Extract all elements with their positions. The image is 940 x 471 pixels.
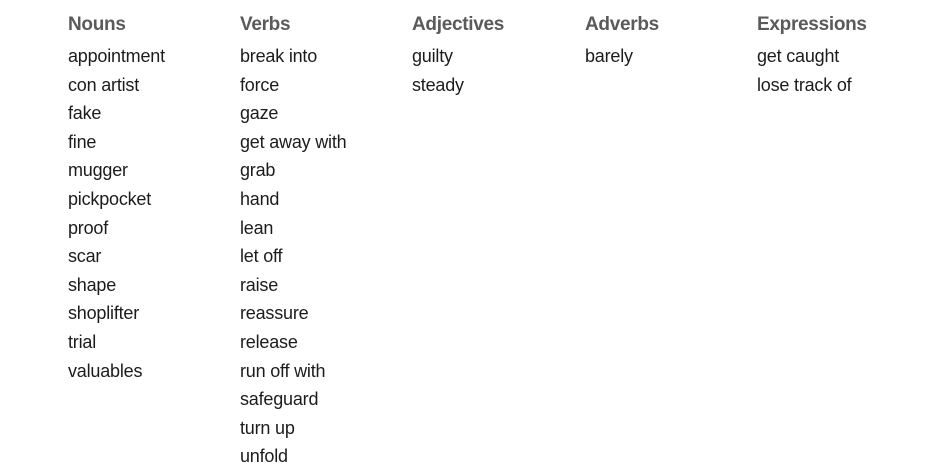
word-item: let off (240, 246, 283, 267)
word-item: mugger (68, 160, 128, 181)
word-item: fake (68, 103, 102, 124)
word-item: unfold (240, 446, 288, 467)
word-item: raise (240, 274, 279, 295)
column-adverbs (585, 13, 755, 71)
word-item: lean (240, 217, 274, 238)
word-item: pickpocket (68, 188, 152, 209)
word-item: lose track of (757, 74, 852, 95)
word-item: get away with (240, 131, 347, 152)
word-item: run off with (240, 360, 326, 381)
word-item: turn up (240, 417, 295, 438)
word-list (585, 42, 755, 71)
word-list (68, 42, 238, 385)
word-item: gaze (240, 103, 279, 124)
word-item: scar (68, 246, 102, 267)
column-adjectives (412, 13, 582, 99)
word-item: get caught (757, 46, 840, 66)
column-heading: Adverbs (585, 14, 659, 35)
word-item: safeguard (240, 389, 319, 410)
word-list (757, 42, 927, 99)
word-item: con artist (68, 74, 140, 95)
word-item: grab (240, 160, 276, 181)
column-verbs (240, 13, 410, 471)
word-item: appointment (68, 46, 165, 66)
column-heading: Nouns (68, 14, 126, 35)
column-heading: Verbs (240, 14, 291, 35)
word-item: barely (585, 46, 633, 66)
word-list (412, 42, 582, 99)
word-item: fine (68, 131, 97, 152)
word-item: release (240, 331, 298, 352)
word-item: guilty (412, 46, 453, 66)
word-item: proof (68, 217, 109, 238)
word-item: valuables (68, 360, 143, 381)
word-item: steady (412, 74, 464, 95)
column-expressions (757, 13, 927, 99)
column-heading: Adjectives (412, 14, 505, 35)
word-item: hand (240, 188, 280, 209)
word-item: break into (240, 46, 318, 66)
word-list (240, 42, 410, 471)
word-item: reassure (240, 303, 309, 324)
word-item: trial (68, 331, 97, 352)
column-nouns (68, 13, 238, 385)
column-heading: Expressions (757, 14, 867, 35)
word-item: shape (68, 274, 117, 295)
word-item: shoplifter (68, 303, 140, 324)
word-item: force (240, 74, 280, 95)
